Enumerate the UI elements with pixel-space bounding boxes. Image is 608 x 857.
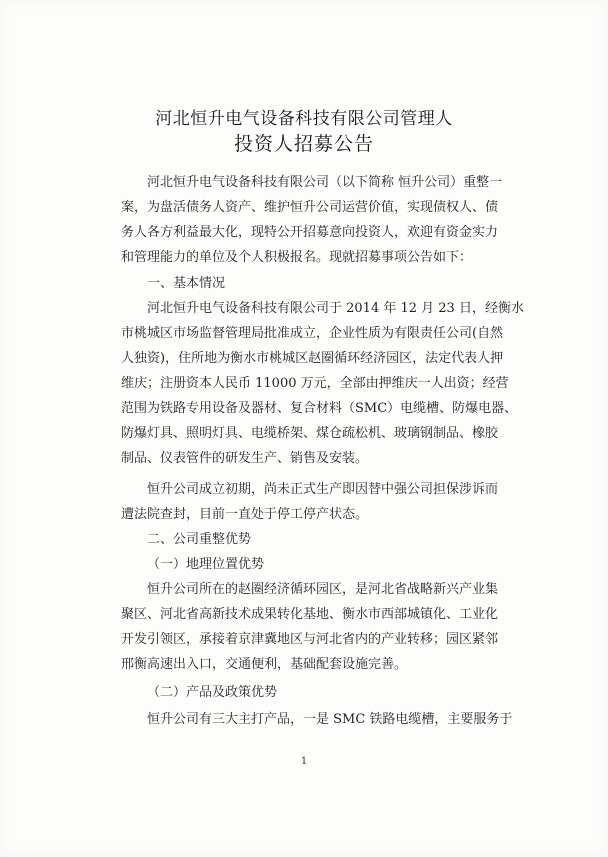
page-number: 1	[300, 756, 308, 767]
paragraph-intro-line-3: 务人各方利益最大化，现特公开招募意向投资人，欢迎有资金实力	[121, 225, 499, 240]
paragraph-intro-line-1: 河北恒升电气设备科技有限公司（以下简称 恒升公司）重整一	[147, 175, 503, 190]
paragraph-location-line-2: 聚区、河北省高新技术成果转化基地、衡水市西部城镇化、工业化	[121, 607, 499, 622]
paragraph-basic-line-7: 制品、仪表管件的研发生产、销售及安装。	[121, 451, 369, 466]
paragraph-status-line-1: 恒升公司成立初期，尚未正式生产即因替中强公司担保涉诉而	[147, 482, 499, 497]
subsection-heading-location: （一）地理位置优势	[147, 557, 265, 572]
section-heading-basic-info: 一、基本情况	[147, 276, 226, 291]
subsection-heading-products: （二）产品及政策优势	[147, 685, 278, 700]
paragraph-intro-line-4: 和管理能力的单位及个人积极报名。现就招募事项公告如下：	[121, 250, 473, 265]
document-title-notice: 投资人招募公告	[233, 133, 374, 155]
paragraph-products-line-1: 恒升公司有三大主打产品，一是 SMC 铁路电缆槽，主要服务于	[147, 712, 513, 727]
paragraph-basic-line-2: 市桃城区市场监督管理局批准成立，企业性质为有限责任公司(自然	[121, 326, 504, 341]
paragraph-basic-line-1: 河北恒升电气设备科技有限公司于 2014 年 12 月 23 日，经衡水	[147, 301, 524, 316]
section-heading-advantages: 二、公司重整优势	[147, 532, 252, 547]
paragraph-basic-line-4: 维庆；注册资本人民币 11000 万元，全部由押维庆一人出资；经营	[121, 376, 509, 391]
paragraph-location-line-1: 恒升公司所在的赵圈经济循环园区，是河北省战略新兴产业集	[147, 582, 499, 597]
paragraph-basic-line-6: 防爆灯具、照明灯具、电缆桥架、煤仓疏松机、玻璃钢制品、橡胶	[121, 426, 499, 441]
paragraph-status-line-2: 遭法院查封，目前一直处于停工停产状态。	[121, 507, 369, 522]
paragraph-basic-line-5: 范围为铁路专用设备及器材、复合材料（SMC）电缆槽、防爆电器、	[121, 401, 518, 416]
paragraph-intro-line-2: 案，为盘活债务人资产、维护恒升公司运营价值，实现债权人、债	[121, 200, 499, 215]
paragraph-basic-line-3: 人独资)，住所地为衡水市桃城区赵圈循环经济园区，法定代表人押	[121, 351, 504, 366]
document-title-company: 河北恒升电气设备科技有限公司管理人	[155, 109, 453, 129]
paragraph-location-line-3: 开发引领区，承接着京津冀地区与河北省内的产业转移；园区紧邻	[121, 632, 499, 647]
paragraph-location-line-4: 邢衡高速出入口，交通便利，基础配套设施完善。	[121, 657, 408, 672]
